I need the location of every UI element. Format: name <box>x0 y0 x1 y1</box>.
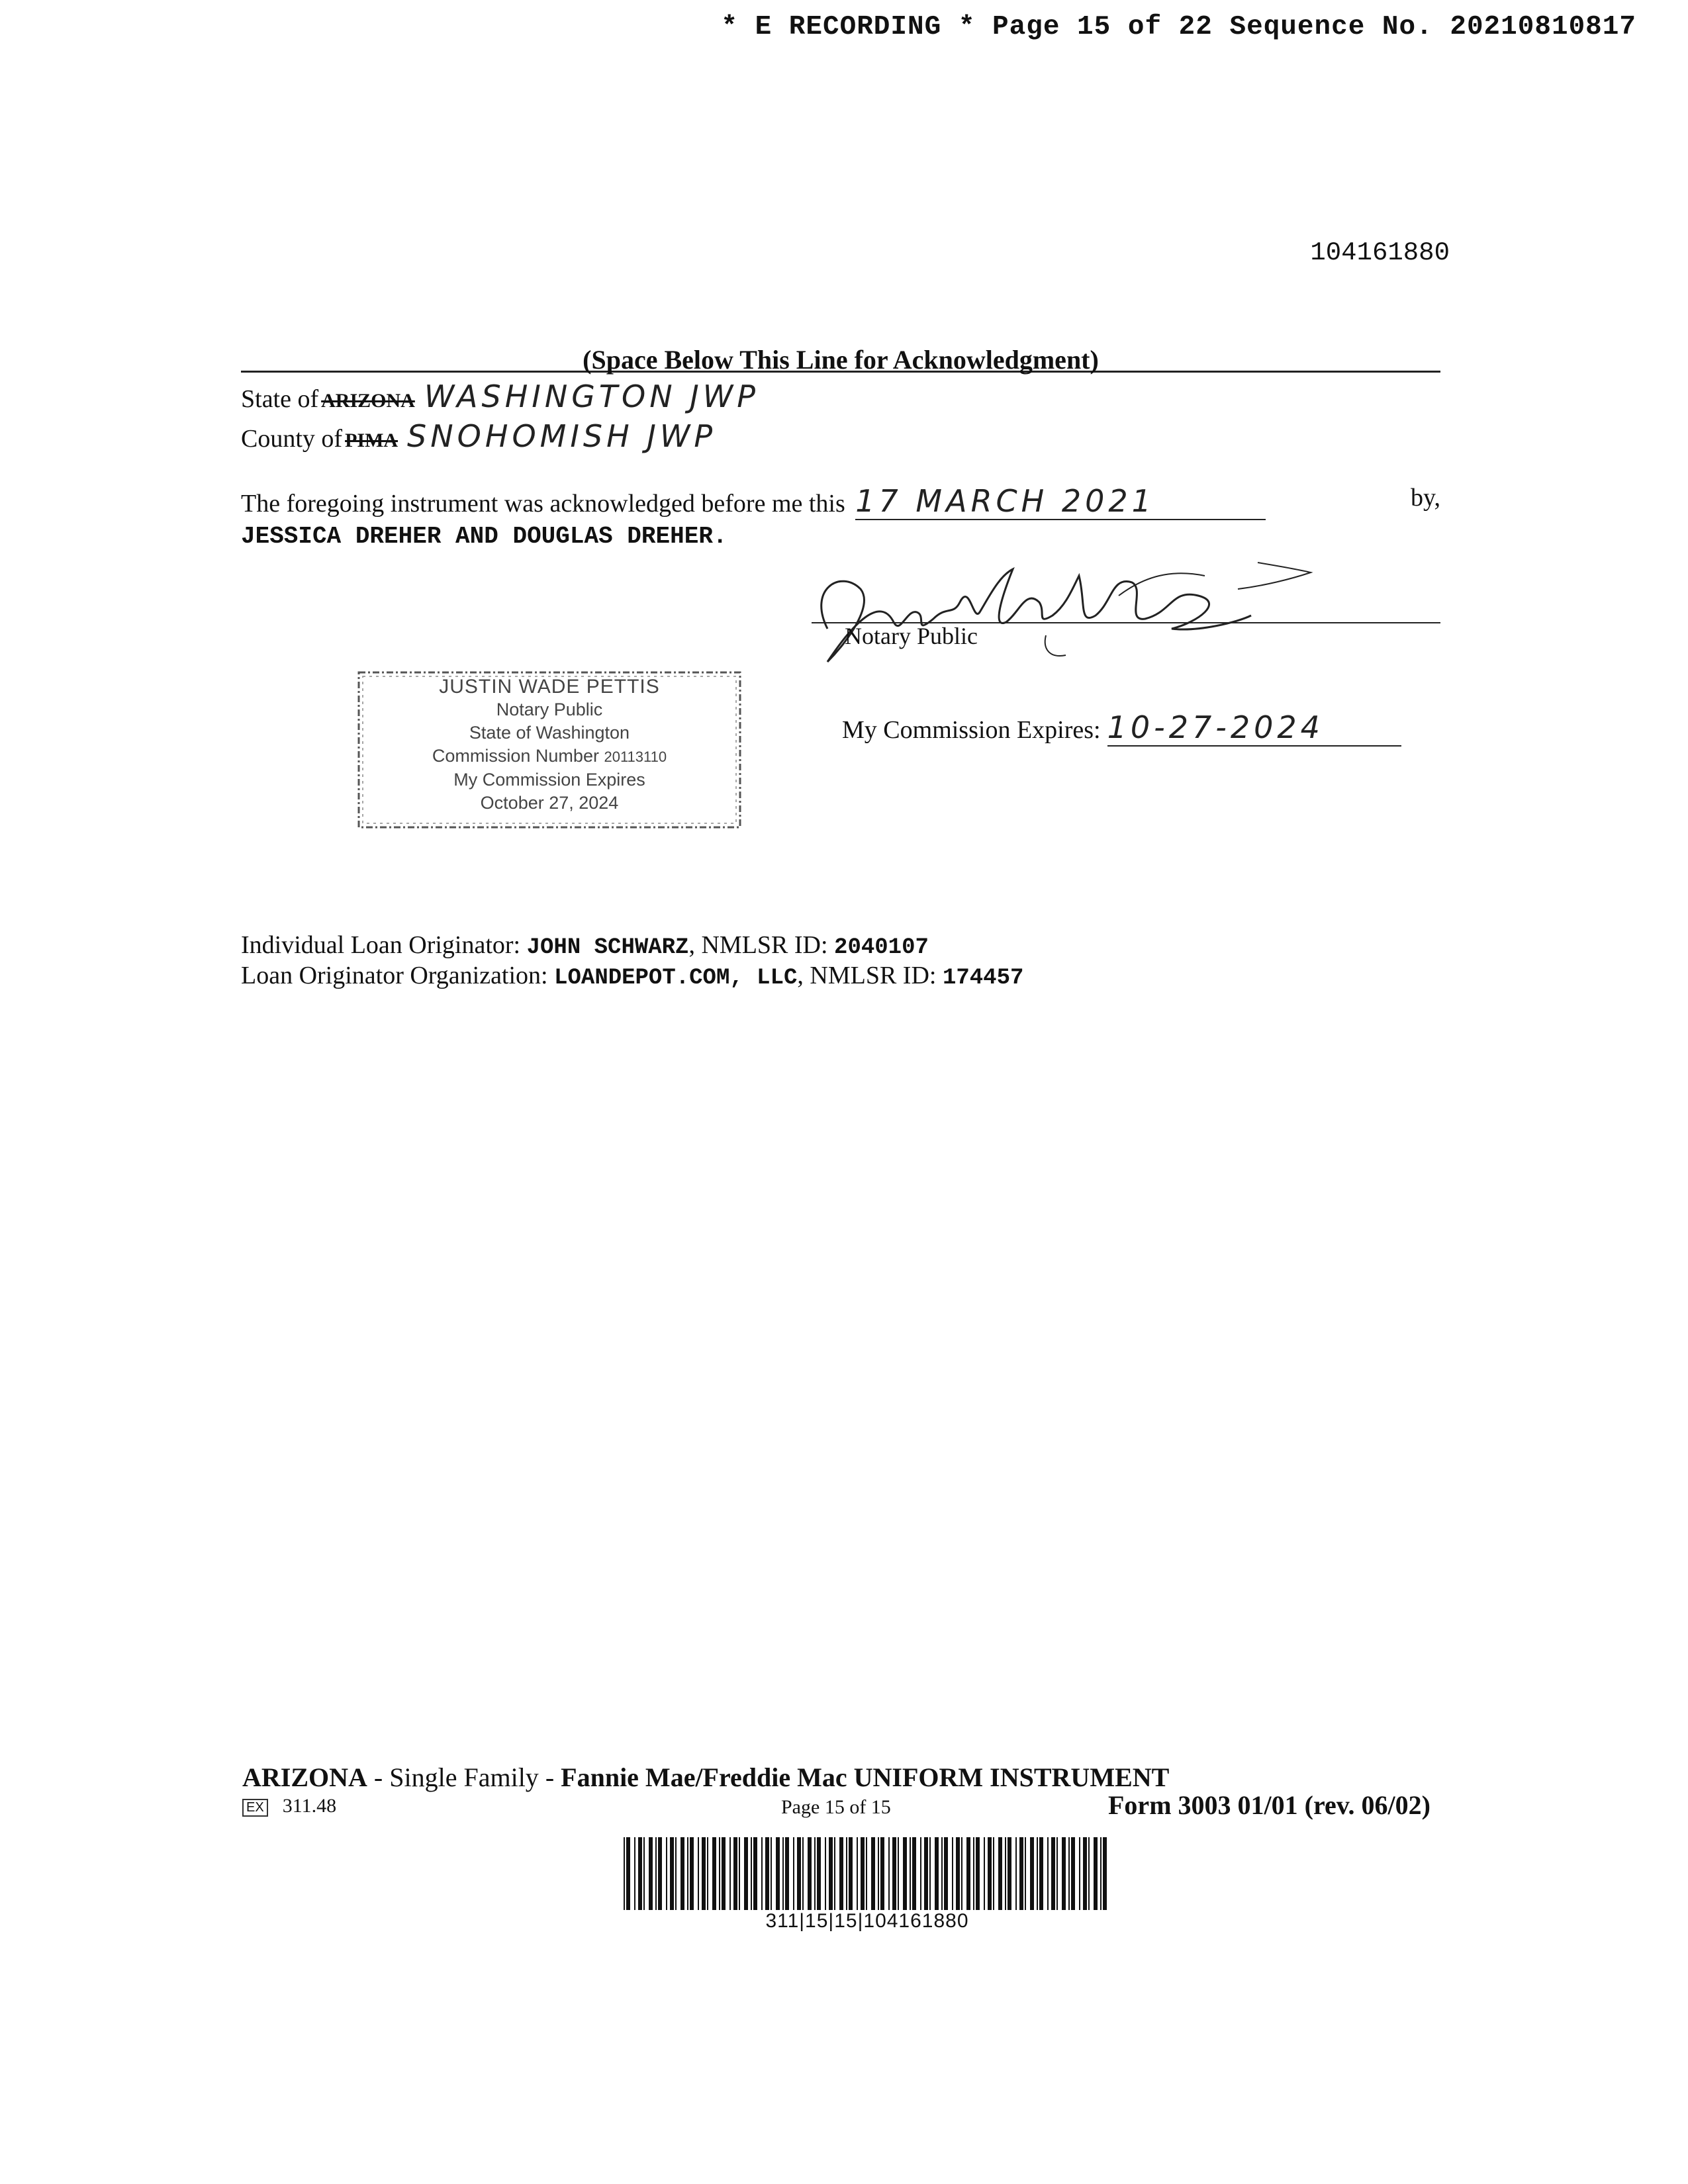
individual-originator-label: Individual Loan Originator: <box>241 931 521 959</box>
county-handwritten: SNOHOMISH JWP <box>407 418 717 454</box>
barcode-bar <box>944 1837 948 1910</box>
notary-signature <box>801 549 1344 675</box>
individual-nmlsr-id: 2040107 <box>834 935 929 960</box>
barcode-bar <box>765 1837 769 1910</box>
barcode-bar <box>655 1837 657 1910</box>
acknowledgment-line <box>241 483 1440 520</box>
barcode-bar <box>861 1837 865 1910</box>
county-label: County of <box>241 425 343 453</box>
barcode-icon <box>624 1837 1111 1910</box>
state-label: State of <box>241 385 319 413</box>
barcode-bar <box>658 1837 662 1910</box>
barcode-bar <box>910 1837 911 1910</box>
barcode-bar <box>1094 1837 1098 1910</box>
footer-instrument: Fannie Mae/Freddie Mac UNIFORM INSTRUMENT <box>561 1762 1170 1792</box>
loan-number: 104161880 <box>1310 238 1450 267</box>
state-line <box>241 379 759 414</box>
signer-names: JESSICA DREHER AND DOUGLAS DREHER. <box>241 523 727 550</box>
barcode-bar <box>961 1837 962 1910</box>
barcode-bar <box>698 1837 699 1910</box>
barcode-bar <box>1079 1837 1080 1910</box>
barcode-bar <box>1039 1837 1043 1910</box>
barcode-bar <box>751 1837 752 1910</box>
barcode-bar <box>675 1837 677 1910</box>
barcode-bar <box>707 1837 708 1910</box>
state-struck-text: ARIZONA <box>321 390 415 412</box>
barcode-bar <box>1047 1837 1049 1910</box>
commission-label: My Commission Expires: <box>842 716 1101 744</box>
barcode-bar <box>998 1837 1002 1910</box>
barcode-bar <box>722 1837 726 1910</box>
barcode-bar <box>1062 1837 1066 1910</box>
barcode-bar <box>712 1837 716 1910</box>
stamp-commission <box>357 745 741 768</box>
footer-left <box>242 1795 336 1817</box>
individual-originator-name: JOHN SCHWARZ <box>526 935 689 960</box>
barcode-bar <box>753 1837 757 1910</box>
acknowledgment-date-field <box>855 483 1266 520</box>
barcode-bar <box>1100 1837 1102 1910</box>
stamp-expires-label: My Commission Expires <box>453 770 645 790</box>
barcode-bar <box>702 1837 706 1910</box>
org-nmlsr-id: 174457 <box>942 966 1024 991</box>
barcode-bar <box>666 1837 667 1910</box>
org-originator-name: LOANDEPOT.COM, LLC <box>554 966 798 991</box>
barcode-bar <box>1088 1837 1090 1910</box>
barcode-bar <box>638 1837 642 1910</box>
barcode-bar <box>797 1837 801 1910</box>
barcode-bar <box>771 1837 772 1910</box>
barcode-bar <box>849 1837 853 1910</box>
barcode-bar <box>988 1837 992 1910</box>
form-logo-icon: EX <box>242 1799 268 1817</box>
barcode-bar <box>952 1837 953 1910</box>
stamp-expires-date: October 27, 2024 <box>480 793 619 813</box>
commission-handwritten: 10-27-2024 <box>1107 709 1324 745</box>
barcode-bar <box>888 1837 890 1910</box>
barcode-bar <box>973 1837 974 1910</box>
barcode-bar <box>839 1837 843 1910</box>
barcode-bar <box>1037 1837 1038 1910</box>
barcode-bar <box>1019 1837 1023 1910</box>
footer-title <box>242 1762 1169 1793</box>
barcode-text: 311|15|15|104161880 <box>765 1910 969 1932</box>
barcode-bar <box>680 1837 684 1910</box>
stamp-name: JUSTIN WADE PETTIS <box>439 676 660 698</box>
recording-header: * E RECORDING * Page 15 of 22 Sequence No. 20210810817 <box>721 12 1636 42</box>
org-originator-label: Loan Originator Organization: <box>241 962 548 989</box>
footer-sep-2: - <box>538 1762 561 1792</box>
loan-originator-organization-line <box>241 961 1023 991</box>
barcode-bar <box>1005 1837 1006 1910</box>
barcode-bar <box>846 1837 847 1910</box>
notary-public-label: Notary Public <box>845 623 978 649</box>
county-line <box>241 418 716 454</box>
barcode-bar <box>924 1837 928 1910</box>
barcode-bar <box>1051 1837 1055 1910</box>
barcode-bar <box>929 1837 931 1910</box>
barcode-bar <box>739 1837 740 1910</box>
commission-line <box>842 709 1401 747</box>
barcode-bar <box>808 1837 812 1910</box>
acknowledgment-date-handwritten: 17 MARCH 2021 <box>855 483 1155 519</box>
barcode-bar <box>649 1837 653 1910</box>
stamp-state: State of Washington <box>469 723 630 743</box>
barcode-bar <box>782 1837 784 1910</box>
barcode-bar <box>1103 1837 1107 1910</box>
barcode-bar <box>1068 1837 1070 1910</box>
barcode-bar <box>626 1837 630 1910</box>
barcode-bar <box>744 1837 748 1910</box>
foregoing-text: The foregoing instrument was acknowledged before me this <box>241 490 845 518</box>
footer-sep-1: - <box>367 1762 390 1792</box>
footer-form-number: Form 3003 01/01 (rev. 06/02) <box>1108 1790 1430 1820</box>
footer-code: 311.48 <box>282 1795 337 1817</box>
stamp-commission-label: Commission Number <box>432 746 599 766</box>
barcode-bar <box>920 1837 921 1910</box>
notary-stamp <box>357 675 741 815</box>
barcode-bar <box>761 1837 763 1910</box>
footer-family: Single Family <box>389 1762 539 1792</box>
individual-id-label: , NMLSR ID: <box>688 931 828 959</box>
stamp-commission-number: 20113110 <box>604 749 667 765</box>
individual-loan-originator-line <box>241 931 929 960</box>
commission-field <box>1107 709 1401 747</box>
barcode-bar <box>719 1837 720 1910</box>
barcode-bar <box>634 1837 635 1910</box>
barcode-bar <box>903 1837 907 1910</box>
barcode-bar <box>785 1837 789 1910</box>
footer-state: ARIZONA <box>242 1762 367 1792</box>
barcode-bar <box>690 1837 694 1910</box>
barcode-bar <box>733 1837 737 1910</box>
barcode-bar <box>834 1837 835 1910</box>
barcode-bar <box>993 1837 994 1910</box>
barcode-bar <box>871 1837 875 1910</box>
barcode-bar <box>814 1837 816 1910</box>
barcode-bar <box>1008 1837 1011 1910</box>
barcode-bar <box>1030 1837 1034 1910</box>
barcode-bar <box>1083 1837 1087 1910</box>
county-struck-text: PIMA <box>345 430 399 451</box>
barcode-bar <box>1056 1837 1058 1910</box>
barcode-bar <box>802 1837 804 1910</box>
barcode-bar <box>825 1837 826 1910</box>
barcode-bar <box>878 1837 879 1910</box>
barcode-bar <box>817 1837 821 1910</box>
barcode-bar <box>912 1837 916 1910</box>
barcode-bar <box>941 1837 943 1910</box>
acknowledgment-title: (Space Below This Line for Acknowledgment) <box>583 345 1099 375</box>
barcode-bar <box>624 1837 625 1910</box>
barcode-bar <box>829 1837 833 1910</box>
barcode-bar <box>1071 1837 1075 1910</box>
barcode-bar <box>857 1837 858 1910</box>
barcode-bar <box>793 1837 794 1910</box>
barcode-bar <box>956 1837 960 1910</box>
by-text: by, <box>1410 484 1440 512</box>
footer-page-number: Page 15 of 15 <box>781 1796 891 1818</box>
barcode-bar <box>935 1837 939 1910</box>
barcode-bar <box>880 1837 884 1910</box>
barcode-bar <box>1015 1837 1017 1910</box>
barcode-bar <box>898 1837 899 1910</box>
barcode-bar <box>776 1837 780 1910</box>
state-handwritten: WASHINGTON JWP <box>424 379 760 414</box>
barcode-bar <box>670 1837 674 1910</box>
barcode-bar <box>892 1837 896 1910</box>
barcode-bar <box>643 1837 645 1910</box>
org-id-label: , NMLSR ID: <box>797 962 937 989</box>
barcode-bar <box>984 1837 985 1910</box>
barcode-bar <box>1025 1837 1026 1910</box>
barcode-bar <box>966 1837 970 1910</box>
barcode-bar <box>687 1837 688 1910</box>
barcode-bar <box>729 1837 731 1910</box>
barcode-bar <box>976 1837 980 1910</box>
barcode-bar <box>866 1837 867 1910</box>
stamp-title: Notary Public <box>496 700 603 719</box>
